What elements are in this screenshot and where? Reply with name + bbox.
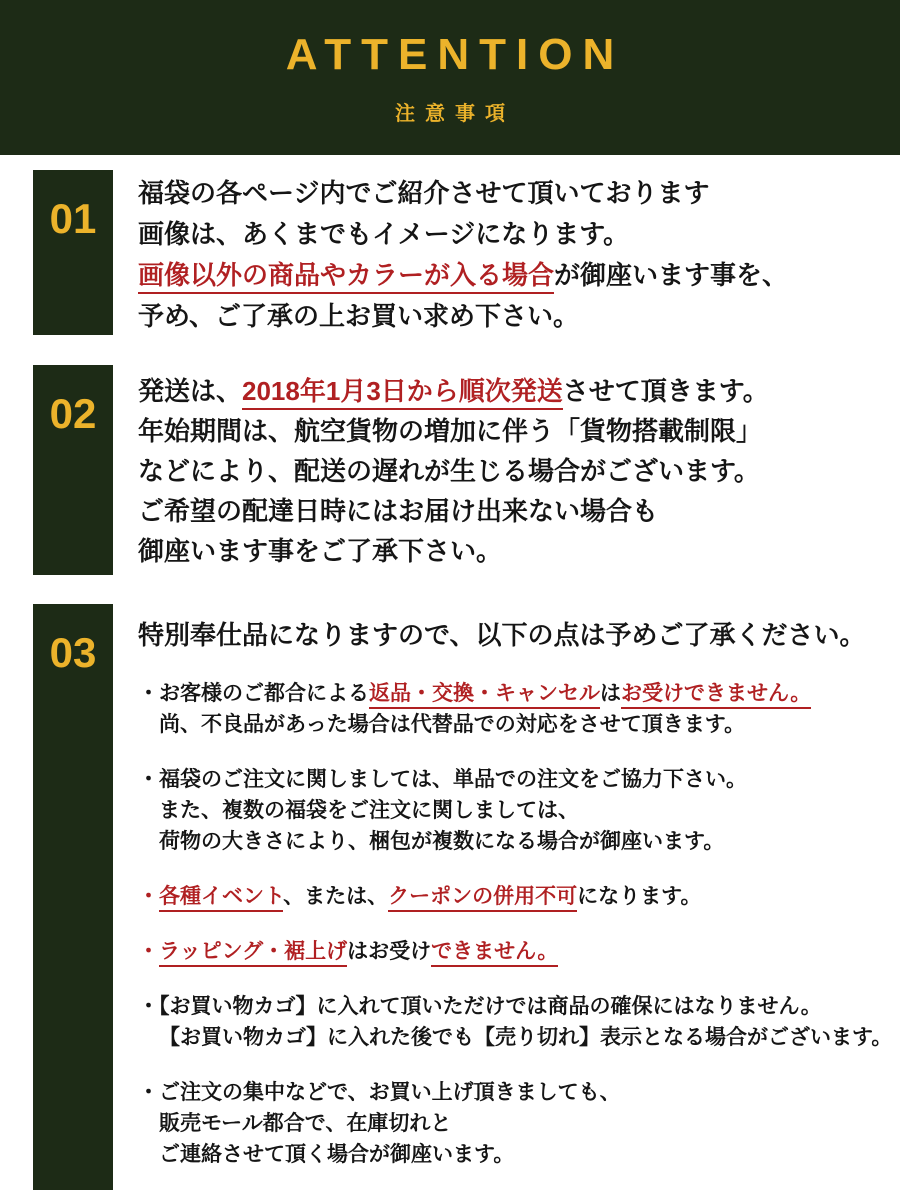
text-segment: 御座います事をご了承下さい。 xyxy=(138,536,503,566)
text-segment: 年始期間は、航空貨物の増加に伴う「貨物搭載制限」 xyxy=(138,416,763,446)
section-02-content xyxy=(113,365,900,575)
bullet-item-stock xyxy=(138,1077,900,1170)
attention-header xyxy=(0,0,900,155)
text-segment: は xyxy=(600,682,621,705)
bullet-item-coupons xyxy=(138,881,900,912)
notice-line xyxy=(138,531,900,571)
highlighted-text-segment: 2018年1月3日から順次発送 xyxy=(242,376,563,410)
notice-line xyxy=(138,451,900,491)
text-segment: などにより、配送の遅れが生じる場合がございます。 xyxy=(138,456,760,486)
notice-line xyxy=(138,991,900,1022)
notice-section-02 xyxy=(33,365,900,575)
bullet-item-single-order xyxy=(138,764,900,857)
notice-line xyxy=(138,255,900,296)
highlighted-text-segment: ・ xyxy=(138,885,159,908)
notice-line xyxy=(138,173,900,214)
notice-line xyxy=(138,709,900,740)
notice-line xyxy=(138,411,900,451)
highlighted-text-segment: 画像以外の商品やカラーが入る場合 xyxy=(138,260,554,294)
notice-section-03 xyxy=(33,604,900,1190)
section-01-content xyxy=(113,170,900,335)
highlighted-text-segment: 返品・交換・キャンセル xyxy=(369,682,600,709)
section-02-number-badge xyxy=(33,365,113,575)
text-segment: ・福袋のご注文に関しましては、単品での注文をご協力下さい。 xyxy=(138,768,747,791)
bullet-item-returns xyxy=(138,678,900,740)
text-segment: が御座います事を、 xyxy=(554,260,789,290)
notice-line xyxy=(138,1108,900,1139)
text-segment: させて頂きます。 xyxy=(562,376,769,406)
notice-line xyxy=(138,764,900,795)
section-03-number-badge xyxy=(33,604,113,1190)
notice-line xyxy=(138,678,900,709)
text-segment: 尚、不良品があった場合は代替品での対応をさせて頂きます。 xyxy=(159,713,746,736)
highlighted-text-segment: お受けできません。 xyxy=(621,682,811,709)
highlighted-text-segment: 各種イベント xyxy=(159,885,283,912)
notice-body xyxy=(0,170,900,1190)
text-segment: 福袋の各ページ内でご紹介させて頂いております xyxy=(138,178,710,208)
text-segment: 特別奉仕品になりますので、以下の点は予めご了承ください。 xyxy=(138,620,866,650)
text-segment: ご希望の配達日時にはお届け出来ない場合も xyxy=(138,496,659,526)
text-segment: ・お客様のご都合による xyxy=(138,682,369,705)
notice-line xyxy=(138,881,900,912)
highlighted-text-segment: クーポンの併用不可 xyxy=(388,885,577,912)
notice-line xyxy=(138,371,900,411)
notice-line xyxy=(138,826,900,857)
text-segment: ・ご注文の集中などで、お買い上げ頂きましても、 xyxy=(138,1081,621,1104)
highlighted-text-segment: ラッピング・裾上げ xyxy=(159,940,347,967)
section-number: 02 xyxy=(49,390,97,437)
notice-line xyxy=(138,936,900,967)
notice-line xyxy=(138,1139,900,1170)
attention-subtitle-jp: 注意事項 xyxy=(395,103,515,125)
attention-title: ATTENTION xyxy=(285,30,625,79)
notice-line xyxy=(138,1077,900,1108)
notice-line xyxy=(138,491,900,531)
highlighted-text-segment: ・ xyxy=(138,940,159,963)
text-segment: 予め、ご了承の上お買い求め下さい。 xyxy=(138,301,579,331)
text-segment: 【お買い物カゴ】に入れた後でも【売り切れ】表示となる場合がございます。 xyxy=(159,1026,893,1049)
text-segment: 荷物の大きさにより、梱包が複数になる場合が御座います。 xyxy=(159,830,725,853)
section-03-content xyxy=(113,604,900,1190)
notice-section-01 xyxy=(33,170,900,335)
notice-line xyxy=(138,1022,900,1053)
highlighted-text-segment: できません。 xyxy=(431,940,558,967)
section-03-heading xyxy=(138,616,900,654)
section-number: 03 xyxy=(49,629,97,676)
notice-line xyxy=(138,214,900,255)
text-segment: になります。 xyxy=(577,885,702,908)
text-segment: 、または、 xyxy=(283,885,389,908)
section-01-number-badge xyxy=(33,170,113,335)
notice-line xyxy=(138,795,900,826)
text-segment: 発送は、 xyxy=(138,376,243,406)
section-number: 01 xyxy=(49,195,97,242)
text-segment: はお受け xyxy=(347,940,432,963)
notice-line xyxy=(138,296,900,337)
text-segment: 画像は、あくまでもイメージになります。 xyxy=(138,219,630,249)
text-segment: また、複数の福袋をご注文に関しましては、 xyxy=(159,799,579,822)
bullet-item-cart xyxy=(138,991,900,1053)
text-segment: ご連絡させて頂く場合が御座います。 xyxy=(159,1143,515,1166)
bullet-item-wrapping xyxy=(138,936,900,967)
text-segment: ・【お買い物カゴ】に入れて頂いただけでは商品の確保にはなりません。 xyxy=(138,995,822,1018)
text-segment: 販売モール都合で、在庫切れと xyxy=(159,1112,452,1135)
